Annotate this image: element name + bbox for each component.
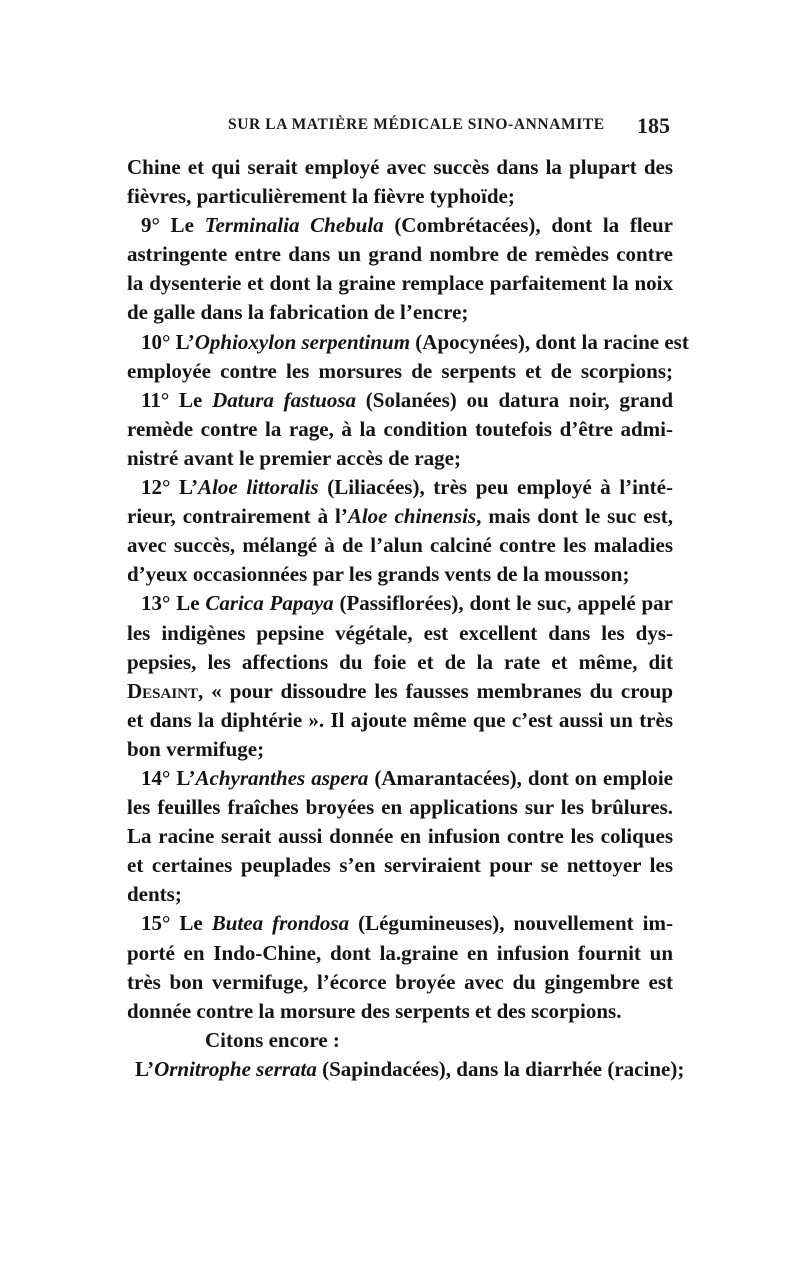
text-line: la dysenterie et dont la graine remplace parfaitement la noix (127, 271, 673, 296)
text-line: nistré avant le premier accès de rage; (127, 445, 461, 470)
text-line: L’Ornitrophe serrata (Sapindacées), dans la diarrhée (racine); (135, 1056, 685, 1081)
text-line: de galle dans la fabrication de l’encre; (127, 300, 469, 325)
text-line: les feuilles fraîches broyées en applications sur les brûlures. (127, 795, 673, 820)
text-line: employée contre les morsures de serpents et de scorpions; (127, 358, 673, 383)
text-line: Citons encore : (205, 1027, 340, 1052)
text-line: fièvres, particulièrement la fièvre typhoïde; (127, 184, 515, 209)
list-item-10: 10° L’Ophioxylon serpentinum (Apocynées), dont la racine est (141, 329, 689, 354)
page-number: 185 (637, 113, 670, 138)
species-name: Ornitrophe serrata (154, 1056, 317, 1081)
text-line: et certaines peuplades s’en serviraient pour se nettoyer les (127, 853, 673, 878)
text-line: Desaint, « pour dissoudre les fausses membranes du croup (127, 678, 673, 703)
species-name: Achyranthes aspera (195, 765, 369, 790)
text-line: très bon vermifuge, l’écorce broyée avec du gingembre est (127, 969, 673, 994)
text-line: bon vermifuge; (127, 736, 265, 761)
list-item-9: 9° Le Terminalia Chebula (Combrétacées), dont la fleur (141, 213, 673, 238)
list-item-11: 11° Le Datura fastuosa (Solanées) ou datura noir, grand (141, 387, 673, 412)
text-line: La racine serait aussi donnée en infusion contre les coliques (127, 824, 673, 849)
species-name: Aloe chinensis (347, 504, 477, 529)
text-line: pepsies, les affections du foie et de la rate et même, dit (127, 649, 673, 674)
species-name: Carica Papaya (205, 591, 334, 616)
text-line: rieur, contrairement à l’Aloe chinensis, mais dont le suc est, (127, 504, 673, 529)
text-line: donnée contre la morsure des serpents et des scorpions. (127, 998, 622, 1023)
list-item-15: 15° Le Butea frondosa (Légumineuses), nouvellement im- (141, 911, 673, 936)
species-name: Ophioxylon serpentinum (194, 329, 411, 354)
species-name: Butea frondosa (211, 911, 350, 936)
list-item-14: 14° L’Achyranthes aspera (Amarantacées), dont on emploie (141, 765, 673, 790)
text-line: d’yeux occasionnées par les grands vents de la mousson; (127, 562, 630, 587)
text-line: les indigènes pepsine végétale, est excellent dans les dys- (127, 620, 673, 645)
body-text (127, 153, 689, 1084)
list-item-12: 12° L’Aloe littoralis (Liliacées), très peu employé à l’inté- (141, 475, 673, 500)
text-line: dents; (127, 882, 182, 907)
text-line: Chine et qui serait employé avec succès dans la plupart des (127, 155, 673, 179)
running-title: SUR LA MATIÈRE MÉDICALE SINO-ANNAMITE (228, 116, 605, 133)
page-header (228, 113, 670, 140)
author-name: Desaint (127, 678, 199, 703)
text-line: remède contre la rage, à la condition toutefois d’être admi- (127, 416, 673, 441)
list-item-13: 13° Le Carica Papaya (Passiflorées), dont le suc, appelé par (141, 591, 673, 616)
text-line: avec succès, mélangé à de l’alun calciné contre les maladies (127, 533, 673, 558)
text-line: astringente entre dans un grand nombre de remèdes contre (127, 242, 673, 267)
species-name: Terminalia Chebula (204, 213, 384, 238)
text-line: et dans la diphtérie ». Il ajoute même que c’est aussi un très (127, 707, 673, 732)
species-name: Datura fastuosa (212, 387, 357, 412)
species-name: Aloe littoralis (198, 475, 319, 500)
text-line: porté en Indo-Chine, dont la.graine en infusion fournit un (127, 940, 673, 965)
